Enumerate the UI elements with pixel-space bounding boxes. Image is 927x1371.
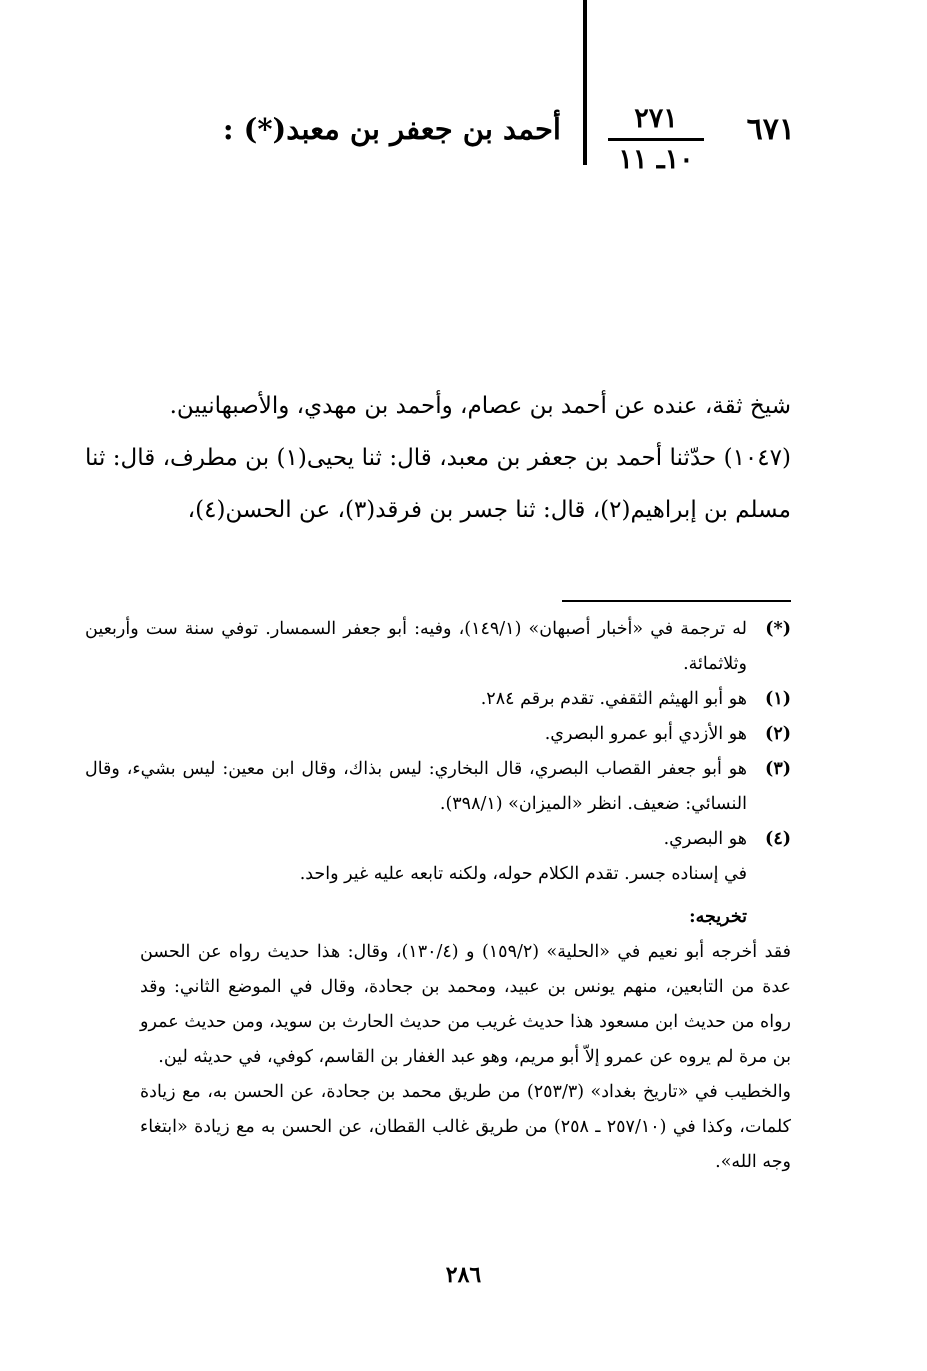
footnote-4: [85, 822, 791, 857]
footnote-mark: (٤): [765, 829, 791, 849]
footnote-text: هو أبو جعفر القصاب البصري، قال البخاري: ليس بذاك، وقال ابن معين: ليس بشيء، وقال النسائي: ضعيف. انظر «الميزان» (٣٩٨/١).: [85, 759, 747, 814]
main-text: [85, 380, 791, 536]
fraction-top: ٢٧١: [634, 103, 678, 134]
header-vertical-rule: [583, 0, 587, 165]
footnote-text: هو الأزدي أبو عمرو البصري.: [544, 724, 747, 744]
footnote-mark: (*): [765, 619, 791, 639]
page-number: ٢٨٦: [445, 1262, 482, 1288]
main-paragraph-2: (١٠٤٧) حدّثنا أحمد بن جعفر بن معبد، قال: ثنا يحيى(١) بن مطرف، قال: ثنا مسلم بن إبراهيم(٢)، قال: ثنا جسر بن فرقد(٣)، عن الحسن(٤)،: [85, 445, 791, 523]
main-paragraph-1: شيخ ثقة، عنده عن أحمد بن عصام، وأحمد بن مهدي، والأصبهانيين.: [169, 393, 791, 419]
isnad-note: في إسناده جسر. تقدم الكلام حوله، ولكنه تابعه عليه غير واحد.: [299, 864, 747, 884]
footnote-text: هو البصري.: [663, 829, 747, 849]
footnote-star: [85, 612, 791, 682]
takhrij-paragraph-1: فقد أخرجه أبو نعيم في «الحلية» (١٥٩/٢) و (١٣٠/٤)، وقال: هذا حديث رواه عن الحسن عدة من التابعين، منهم يونس بن عبيد، ومحمد بن جحادة، وقال في الموضع الثاني: وقد رواه من حديث ابن مسعود هذا حديث غريب من حديث الحارث بن سويد، ومن حديث عمرو بن مرة لم يروه عن عمرو إلاّ أبو مريم، وهو عبد الغفار بن القاسم، كوفي، في حديثه لين.: [140, 942, 791, 1067]
footnote-mark: (٣): [765, 759, 791, 779]
takhrij-heading: تخريجه:: [689, 907, 747, 927]
footnote-3: [85, 752, 791, 822]
entry-fraction: [608, 102, 704, 176]
footnote-2: [85, 717, 791, 752]
footnote-text: هو أبو الهيثم الثقفي. تقدم برقم ٢٨٤.: [480, 689, 747, 709]
fraction-bar: [608, 138, 704, 141]
fraction-bottom: ١٠ـ ١١: [618, 144, 694, 175]
footnote-mark: (٢): [765, 724, 791, 744]
footnote-mark: (١): [765, 689, 791, 709]
entry-title: أحمد بن جعفر بن معبد(*) :: [222, 112, 561, 146]
footnote-1: [85, 682, 791, 717]
footnote-separator: [562, 600, 791, 602]
footnotes: [85, 612, 791, 1180]
footnote-text: له ترجمة في «أخبار أصبهان» (١٤٩/١)، وفيه: أبو جعفر السمسار. توفي سنة ست وأربعين وثلاثمائة.: [85, 619, 747, 674]
takhrij-paragraph-2: والخطيب في «تاريخ بغداد» (٢٥٣/٣) من طريق محمد بن جحادة، عن الحسن به، مع زيادة كلمات، وكذا في (٢٥٧/١٠ ـ ٢٥٨) من طريق غالب القطان، عن الحسن به مع زيادة «ابتغاء وجه الله».: [140, 1082, 792, 1172]
entry-number: ٦٧١: [746, 112, 795, 147]
